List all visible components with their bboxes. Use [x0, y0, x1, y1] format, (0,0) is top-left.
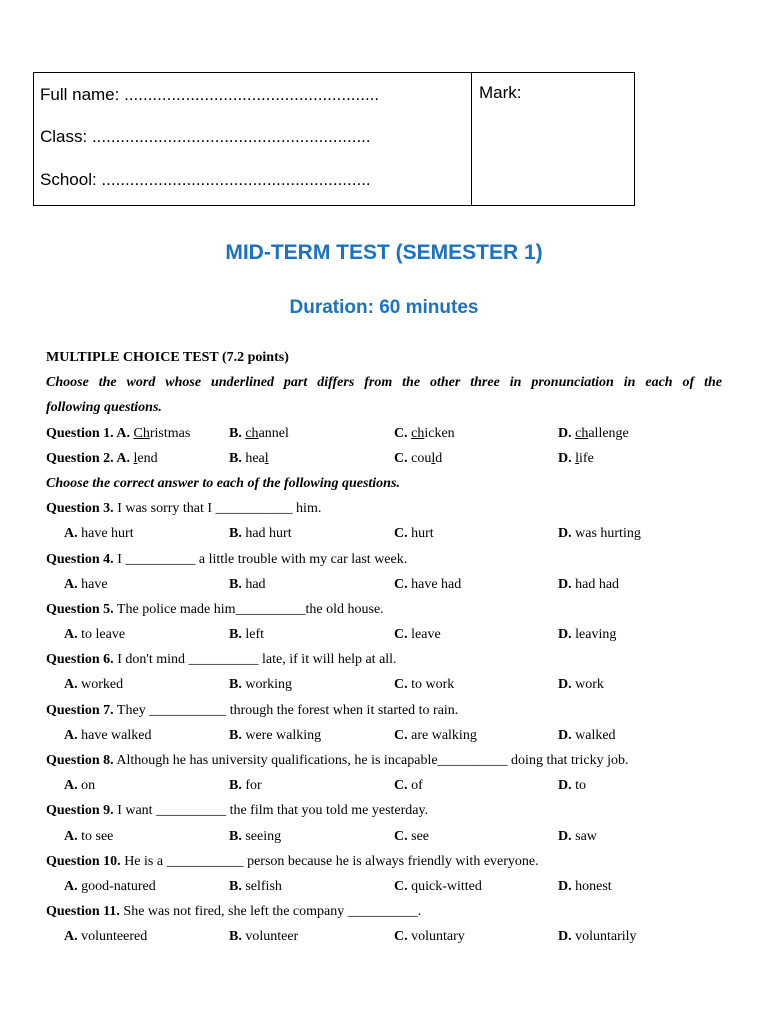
answer-option: [558, 446, 594, 471]
answer-option: [558, 572, 619, 597]
option-text: of: [407, 778, 423, 794]
question-label: Question 2. A.: [46, 450, 131, 466]
option-letter: D.: [558, 425, 572, 441]
option-text: to work: [407, 677, 455, 693]
option-letter: A.: [64, 929, 78, 945]
option-text: leaving: [571, 627, 617, 643]
answer-option: [394, 572, 461, 597]
answer-option: [394, 521, 434, 546]
option-letter: C.: [394, 627, 408, 643]
option-text: to: [571, 778, 587, 794]
option-text: hurt: [407, 526, 434, 542]
option-text: have hurt: [77, 526, 134, 542]
answer-option: [558, 723, 616, 748]
question-stem: [46, 748, 722, 773]
answer-option: [64, 572, 108, 597]
underlined-part: l: [575, 450, 580, 466]
option-text: have: [77, 576, 108, 592]
underlined-part: l: [133, 450, 138, 466]
question-stem: [46, 547, 722, 572]
pronunciation-questions: [46, 421, 722, 471]
answer-options-row: [46, 672, 722, 697]
answer-option: [558, 773, 586, 798]
answer-options-row: [46, 874, 722, 899]
question-text: They ___________ through the forest when it started to rain.: [113, 702, 459, 718]
question-stem: [46, 597, 722, 622]
mark-field: Mark:: [479, 83, 522, 102]
option-text: left: [241, 627, 264, 643]
option-text: see: [407, 828, 430, 844]
option-letter: D.: [558, 878, 572, 894]
section-heading: MULTIPLE CHOICE TEST (7.2 points): [46, 350, 289, 365]
pronunciation-instruction-line1: Choose the word whose underlined part differs from the other three in pronunciation in each of the: [46, 375, 722, 391]
answer-option: [558, 421, 629, 446]
answer-option: [558, 622, 616, 647]
option-letter: A.: [64, 878, 78, 894]
option-letter: A.: [64, 526, 78, 542]
question-row: [46, 421, 722, 446]
option-word-part: hea: [245, 450, 265, 466]
answer-option: [394, 672, 454, 697]
option-word-part: icken: [424, 425, 455, 441]
option-letter: D.: [558, 677, 572, 693]
school-field: School: .........................................................: [40, 170, 371, 189]
underlined-part: ch: [411, 425, 425, 441]
option-text: was hurting: [571, 526, 641, 542]
answer-option: [394, 824, 429, 849]
option-text: honest: [571, 878, 612, 894]
question-label: Question 7.: [46, 702, 114, 718]
option-text: on: [77, 778, 96, 794]
option-text: voluntarily: [571, 929, 637, 945]
answer-options-row: [46, 723, 722, 748]
answer-options-row: [46, 773, 722, 798]
question-label: Question 3.: [46, 501, 114, 517]
option-letter: B.: [229, 450, 242, 466]
option-text: leave: [407, 627, 441, 643]
answer-options-row: [46, 824, 722, 849]
question-text: Although he has university qualifications, he is incapable__________ doing that tricky job.: [113, 753, 629, 768]
option-letter: C.: [394, 526, 408, 542]
answer-option: [558, 874, 612, 899]
option-text: have walked: [77, 727, 152, 743]
answer-option: [229, 446, 269, 471]
question-stem: [46, 849, 722, 874]
question-label: Question 8.: [46, 753, 114, 768]
option-letter: D.: [558, 450, 572, 466]
answer-option: [558, 672, 604, 697]
option-letter: C.: [394, 929, 408, 945]
question-stem: [46, 647, 722, 672]
answer-options-row: [46, 622, 722, 647]
underlined-part: l: [431, 450, 436, 466]
question-stem: [46, 426, 190, 441]
answer-option: [394, 874, 482, 899]
grammar-questions: [46, 496, 722, 949]
answer-option: [229, 672, 292, 697]
option-letter: B.: [229, 576, 242, 592]
underlined-part: l: [264, 450, 269, 466]
answer-option: [64, 521, 134, 546]
option-letter: B.: [229, 425, 242, 441]
option-letter: C.: [394, 727, 408, 743]
answer-option: [394, 446, 442, 471]
question-stem: [46, 496, 722, 521]
question-label: Question 10.: [46, 853, 121, 869]
test-duration: Duration: 60 minutes: [289, 297, 479, 318]
option-text: are walking: [407, 727, 477, 743]
option-letter: C.: [394, 878, 408, 894]
answer-options-row: [46, 924, 722, 949]
option-letter: A.: [64, 828, 78, 844]
option-text: have had: [407, 576, 462, 592]
option-letter: C.: [394, 425, 408, 441]
option-word-part: end: [137, 450, 158, 466]
option-text: volunteered: [77, 929, 148, 945]
grammar-instruction: Choose the correct answer to each of the following questions.: [46, 475, 400, 491]
question-stem: [46, 899, 722, 924]
option-text: voluntary: [407, 929, 465, 945]
question-text: I don't mind __________ late, if it will help at all.: [113, 652, 397, 668]
option-letter: B.: [229, 677, 242, 693]
option-word-part: ristmas: [149, 425, 191, 441]
answer-option: [229, 723, 321, 748]
option-word-part: allenge: [588, 425, 629, 441]
answer-option: [558, 824, 597, 849]
option-letter: D.: [558, 526, 572, 542]
answer-option: [394, 773, 423, 798]
student-info-box: [33, 72, 635, 206]
option-letter: A.: [64, 627, 78, 643]
answer-option: [64, 672, 123, 697]
answer-option: [394, 421, 455, 446]
option-letter: B.: [229, 828, 242, 844]
option-letter: B.: [229, 929, 242, 945]
answer-option: [558, 924, 637, 949]
question-text: He is a ___________ person because he is always friendly with everyone.: [120, 853, 539, 869]
option-text: good-natured: [77, 878, 156, 894]
option-letter: C.: [394, 450, 408, 466]
answer-option: [229, 874, 282, 899]
option-letter: A.: [64, 727, 78, 743]
option-letter: A.: [64, 576, 78, 592]
option-text: walked: [571, 727, 616, 743]
answer-option: [394, 924, 465, 949]
underlined-part: ch: [245, 425, 259, 441]
answer-option: [229, 421, 289, 446]
option-letter: A.: [64, 677, 78, 693]
option-letter: C.: [394, 828, 408, 844]
answer-option: [394, 723, 477, 748]
option-text: to see: [77, 828, 114, 844]
option-letter: C.: [394, 576, 408, 592]
underlined-part: Ch: [133, 425, 150, 441]
answer-option: [64, 924, 147, 949]
option-text: quick-witted: [407, 878, 482, 894]
answer-option: [229, 824, 281, 849]
option-letter: A.: [64, 778, 78, 794]
answer-option: [64, 773, 95, 798]
pronunciation-instruction-line2: following questions.: [46, 400, 162, 416]
option-letter: C.: [394, 677, 408, 693]
answer-options-row: [46, 521, 722, 546]
question-stem: [46, 798, 722, 823]
question-label: Question 6.: [46, 652, 114, 668]
answer-option: [64, 622, 125, 647]
option-text: were walking: [241, 727, 322, 743]
full-name-field: Full name: ......................................................: [40, 85, 380, 104]
option-letter: D.: [558, 929, 572, 945]
option-letter: B.: [229, 778, 242, 794]
option-word-part: cou: [411, 450, 432, 466]
option-letter: D.: [558, 727, 572, 743]
answer-option: [558, 521, 641, 546]
option-text: had had: [571, 576, 620, 592]
option-letter: B.: [229, 526, 242, 542]
question-text: I want __________ the film that you told me yesterday.: [113, 803, 429, 819]
option-letter: B.: [229, 627, 242, 643]
answer-options-row: [46, 572, 722, 597]
option-text: working: [241, 677, 293, 693]
test-title: MID-TERM TEST (SEMESTER 1): [225, 241, 543, 264]
student-info-fields: [34, 73, 472, 205]
option-letter: B.: [229, 727, 242, 743]
option-letter: D.: [558, 576, 572, 592]
test-content: [46, 345, 722, 950]
answer-option: [229, 924, 298, 949]
option-word-part: ife: [579, 450, 594, 466]
option-text: work: [571, 677, 604, 693]
option-letter: D.: [558, 627, 572, 643]
answer-option: [64, 824, 113, 849]
answer-option: [229, 773, 262, 798]
question-text: I was sorry that I ___________ him.: [113, 501, 322, 517]
option-text: volunteer: [241, 929, 299, 945]
question-label: Question 9.: [46, 803, 114, 819]
answer-option: [64, 874, 156, 899]
option-letter: D.: [558, 778, 572, 794]
underlined-part: ch: [575, 425, 589, 441]
answer-option: [229, 622, 264, 647]
option-text: to leave: [77, 627, 126, 643]
option-letter: B.: [229, 878, 242, 894]
option-text: seeing: [241, 828, 282, 844]
option-text: for: [241, 778, 262, 794]
question-label: Question 1. A.: [46, 425, 131, 441]
answer-option: [394, 622, 441, 647]
question-text: The police made him__________the old house.: [113, 601, 384, 617]
option-text: selfish: [241, 878, 282, 894]
question-row: [46, 446, 722, 471]
class-field: Class: ...........................................................: [40, 127, 371, 146]
answer-option: [229, 572, 266, 597]
question-label: Question 5.: [46, 601, 114, 617]
question-stem: [46, 698, 722, 723]
answer-option: [229, 521, 292, 546]
option-text: worked: [77, 677, 124, 693]
option-word-part: annel: [258, 425, 289, 441]
question-text: I __________ a little trouble with my car last week.: [113, 551, 408, 567]
question-label: Question 11.: [46, 904, 120, 920]
option-letter: D.: [558, 828, 572, 844]
question-stem: [46, 451, 158, 466]
option-letter: C.: [394, 778, 408, 794]
option-text: had: [241, 576, 266, 592]
option-word-part: d: [435, 450, 443, 466]
answer-option: [64, 723, 151, 748]
question-text: She was not fired, she left the company __________.: [119, 904, 422, 920]
option-text: saw: [571, 828, 597, 844]
option-text: had hurt: [241, 526, 292, 542]
question-label: Question 4.: [46, 551, 114, 567]
